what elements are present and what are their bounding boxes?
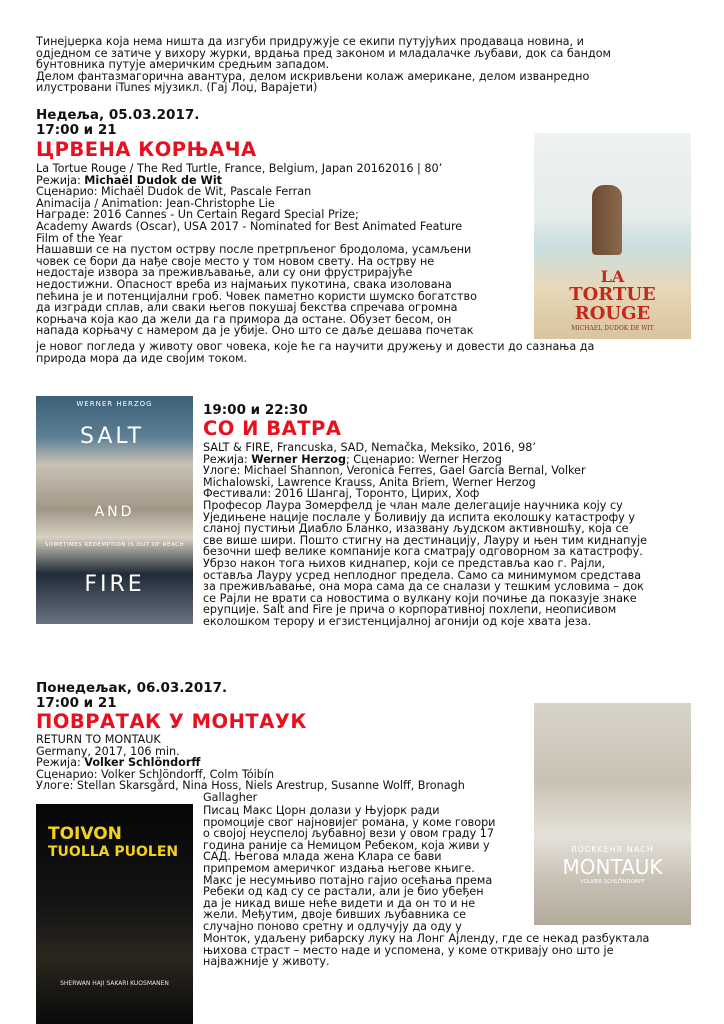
film2-line: Уједињене нације послале у Боливију да испита еколошку катастрофу у — [203, 510, 635, 524]
montauk-poster — [534, 703, 691, 925]
film2-line: Убрзо након тога њихов киднапер, који се представља као г. Рајли, — [203, 556, 606, 570]
poster-word: AND — [94, 504, 135, 520]
film3-synopsis — [203, 805, 526, 933]
film2-line: Улоге: Michael Shannon, Veronica Ferres, Gael García Bernal, Volker — [203, 464, 586, 478]
intro-line: одједном се затиче у вихору журки, врдања пред законом и младалачке љубави, док са бандом — [36, 46, 611, 60]
director-label: Режија: — [36, 173, 85, 187]
film3-line: најважније у животу. — [203, 955, 330, 969]
film3-line: Монток, удаљену рибарску луку на Лонг Ајленду, где се некад разбуктала — [203, 932, 650, 945]
film3-line: Gallagher — [203, 790, 258, 804]
film1-line: Animacija / Animation: Jean-Christophe Lie — [36, 196, 275, 210]
film3-line: да је никад више неће видети и да он то и не — [203, 896, 476, 910]
film3-country: Germany, 2017, 106 min. — [36, 744, 180, 758]
film3-line: Макс је несумњиво потајно гајио осећања према — [203, 873, 493, 887]
film3-time: 17:00 и 21 — [36, 695, 117, 711]
film1-line: да изгради сплав, али сваки његов покушај бекства спречава огромна — [36, 301, 458, 315]
poster-credit: WERNER HERZOG — [76, 400, 153, 408]
film1-line: природа мора да иде својим током. — [36, 351, 248, 365]
film3-line: припремом америчког издања његове књиге. — [203, 861, 475, 875]
film2-line: безочни шеф велике компаније кога сматрају одговорном за катастрофу. — [203, 545, 643, 559]
film2-line: Професор Лаура Зомерфелд је члан мале делегације научника коју су — [203, 498, 623, 512]
film2-line: Michalowski, Lawrence Krauss, Anita Briem, Werner Herzog — [203, 475, 536, 489]
film1-date: Недеља, 05.03.2017. — [36, 107, 200, 123]
film2-original: SALT & FIRE, Francuska, SAD, Nemačka, Meksiko, 2016, 98’ — [203, 441, 536, 454]
poster-title-line: LA — [600, 267, 625, 286]
film2-line: сланој пустињи Диабло Бланко, изазвану људском активношћу, која се — [203, 522, 629, 536]
film1-line: Film of the Year — [36, 231, 123, 245]
film2-line: за преживљавање, она мора сама да се сналази у тешким условима – док — [203, 580, 644, 594]
film1-line: је новог погледа у животу овог човека, које ће га научити дружењу и довести до сазнања да — [36, 340, 595, 353]
poster-word: TUOLLA PUOLEN — [48, 844, 179, 860]
film2-time: 19:00 и 22:30 — [203, 402, 308, 418]
intro-paragraph — [36, 36, 688, 94]
red-turtle-poster — [534, 133, 691, 339]
film3-original: RETURN TO MONTAUK — [36, 733, 161, 746]
poster-word: FIRE — [84, 572, 145, 597]
film2-title: СО И ВАТРА — [203, 417, 342, 440]
film2-line: ерупције. Salt and Fire је прича о корпоративној похлепи, неописивом — [203, 603, 617, 617]
film1-line: пећина је и потенцијални гроб. Човек паметно користи шумско богатство — [36, 289, 477, 303]
film1-line: човек се бори да нађе своје место у том новом свету. На острву не — [36, 254, 435, 268]
toivon-tuolla-puolen-poster — [36, 804, 193, 1024]
film1-line: корњача која као да жели да га примора да остане. Обузет бесом, он — [36, 312, 452, 326]
poster-tagline: SOMETIMES REDEMPTION IS OUT OF REACH — [44, 542, 185, 548]
film3-line: Писац Макс Цорн долази у Њујорк ради — [203, 804, 440, 817]
director-label: Режија: — [203, 452, 252, 466]
poster-title-line: TORTUE — [569, 284, 656, 305]
poster-word: MONTAUK — [562, 855, 663, 879]
film1-line: Academy Awards (Oscar), USA 2017 - Nominated for Best Animated Feature — [36, 219, 463, 233]
film3-header-details — [36, 734, 526, 804]
salt-and-fire-poster — [36, 396, 193, 624]
film3-title: ПОВРАТАК У МОНТАУК — [36, 710, 307, 733]
film1-details — [36, 163, 526, 337]
poster-word: RÜCKKEHR NACH — [571, 845, 654, 854]
film3-ending — [203, 933, 688, 968]
film1-ending — [36, 341, 656, 364]
film3-line: Сценарио: Volker Schlöndorff, Colm Tóibín — [36, 767, 275, 781]
film1-director: Michaël Dudok de Wit — [84, 173, 223, 187]
film3-line: година раније са Немицом Ребеком, која живи у — [203, 838, 490, 852]
film2-details — [203, 442, 688, 628]
film1-line: Нашавши се на пустом острву после претрпљеног бродолома, усамљени — [36, 243, 472, 257]
figures-illustration — [592, 185, 622, 255]
intro-line: Делом фантазмагорична авантура, делом искривљени колаж американе, делом изванредно — [36, 69, 590, 83]
film3-line: њихова страст – место наде и успомена, у коме откривају оно што је — [203, 943, 614, 957]
film3-line: Ребеки од кад су се растали, али је био убеђен — [203, 885, 484, 899]
film2-line: се Рајли не врати са новостима о вулкану који почиње да показује знаке — [203, 591, 637, 605]
poster-word: SALT — [80, 424, 145, 449]
film1-line: напада корњачу с намером да је убије. Оно што се даље дешава почетак — [36, 324, 474, 338]
poster-cast: SHERWAN HAJI SAKARI KUOSMANEN — [60, 980, 169, 987]
film2-writer: ; Сценарио: Werner Herzog — [345, 452, 502, 466]
film3-date: Понедељак, 06.03.2017. — [36, 680, 228, 696]
film3-line: о својој неуспелој љубавној вези у овом граду 17 — [203, 827, 495, 841]
poster-credit: VOLKER SCHLÖNDORFF — [579, 879, 646, 885]
film2-line: све више шири. Пошто стигну на дестинацију, Лауру и њен тим киднапује — [203, 533, 648, 547]
film1-title: ЦРВЕНА КОРЊАЧА — [36, 138, 257, 161]
poster-credit: MICHAEL DUDOK DE WIT — [571, 325, 654, 332]
film1-line: недостижни. Опасност вреба из најмањих пукотина, свака изолована — [36, 277, 452, 291]
film3-line: промоције свог најновијег романа, у коме говори — [203, 815, 496, 829]
film1-original: La Tortue Rouge / The Red Turtle, France, Belgium, Japan 20162016 | 80’ — [36, 162, 443, 175]
film3-line: жели. Међутим, двоје бивших љубавника се — [203, 908, 467, 922]
intro-line: илустровани iTunes мјузикл. (Гај Лоџ, Варајети) — [36, 81, 318, 95]
intro-line: бунтовника путује америчким средњим западом. — [36, 58, 330, 72]
film1-line: Награде: 2016 Cannes - Un Certain Regard Special Prize; — [36, 208, 359, 222]
intro-line: Тинејџерка која нема ништа да изгуби придружује се екипи путујућих продаваца новина, и — [36, 35, 584, 48]
film1-line: Сценарио: Michaël Dudok de Wit, Pascale Ferran — [36, 185, 312, 199]
film2-line: еколошком терору и егзистенцијалној агонији од које хвата језа. — [203, 614, 592, 628]
film2-line: Фестивали: 2016 Шангај, Торонто, Цирих, Хоф — [203, 487, 480, 501]
film3-director: Volker Schlöndorff — [84, 756, 201, 770]
director-label: Режија: — [36, 756, 85, 770]
film1-line: недостаје извора за преживљавање, али су они фрустрирајуће — [36, 266, 413, 280]
film3-line: случајно поново сретну и одлучују да оду у — [203, 919, 462, 933]
film3-line: САД. Његова млада жена Клара се бави — [203, 850, 442, 864]
film2-director: Werner Herzog — [251, 452, 346, 466]
film1-time: 17:00 и 21 — [36, 122, 117, 138]
poster-title-line: ROUGE — [574, 303, 651, 324]
poster-word: TOIVON — [48, 824, 122, 844]
film3-line: Улоге: Stellan Skarsgård, Nina Hoss, Niels Arestrup, Susanne Wolff, Bronagh — [36, 779, 465, 793]
film2-line: оставља Лауру усред неплодног предела. Само са минимумом средстава — [203, 568, 642, 582]
